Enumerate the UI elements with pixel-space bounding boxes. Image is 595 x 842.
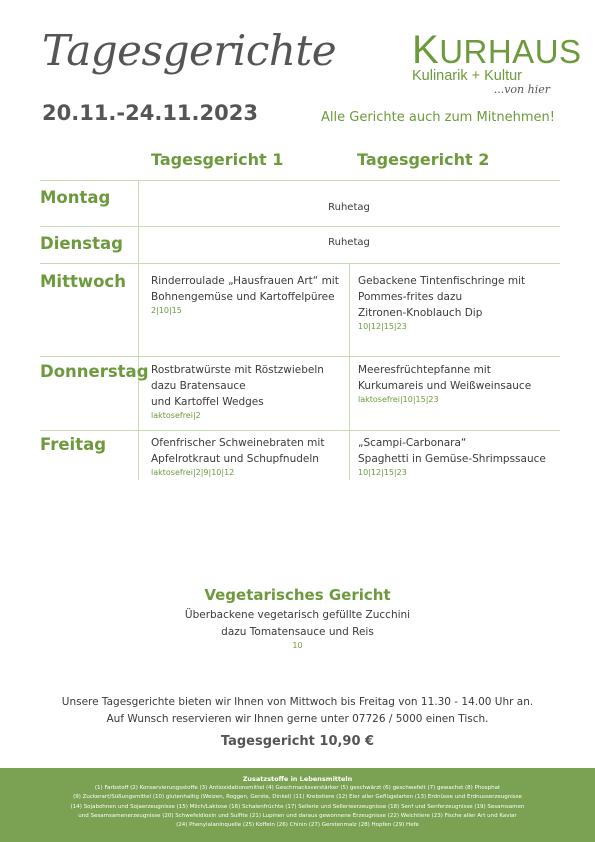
day-label-thursday: Donnerstag <box>40 362 149 381</box>
vegetarian-line-2: dazu Tomatensauce und Reis <box>221 626 374 638</box>
divider-vertical-left <box>138 180 139 480</box>
thursday-dish-1 <box>151 362 347 420</box>
vegetarian-line-1: Überbackene vegetarisch gefüllte Zucchini <box>184 609 411 621</box>
opening-hours-note: Unsere Tagesgerichte bieten wir Ihnen von Mittwoch bis Freitag von 11.30 - 14.00 Uhr an. <box>61 696 534 708</box>
divider-vertical-middle <box>349 263 350 480</box>
friday-dish-2 <box>358 435 554 477</box>
takeaway-note: Alle Gerichte auch zum Mitnehmen! <box>321 110 555 125</box>
dish-line: Bohnengemüse und Kartoffelpüree <box>151 291 335 303</box>
footer-line: (9) Zuckerart/Süßungsmittel (10) glutenhaltig (Weizen, Roggen, Gerste, Dinkel) (11) Krebstiere (12) Eier aller Geflügelarten (13) Erdnüsse und Erdnusserzeugnisse <box>73 794 522 801</box>
vegetarian-allergens: 10 <box>292 641 303 650</box>
allergen-codes: 10|12|15|23 <box>358 322 407 331</box>
divider-monday <box>40 226 560 227</box>
dish-line: dazu Bratensauce <box>151 380 246 392</box>
tuesday-closed: Ruhetag <box>328 237 370 248</box>
footer-title: Zusatzstoffe in Lebensmitteln <box>242 775 353 783</box>
dish-line: Spaghetti in Gemüse-Shrimpssauce <box>358 453 546 465</box>
allergen-codes: 2|10|15 <box>151 306 182 315</box>
price-label: Tagesgericht 10,90 € <box>220 734 375 749</box>
divider-thursday <box>40 430 560 431</box>
divider-top <box>40 180 560 181</box>
logo-wordmark <box>412 28 582 72</box>
logo-subline: ...von hier <box>493 83 550 96</box>
divider-wednesday <box>40 356 560 357</box>
allergen-codes: laktosefrei|2|9|10|12 <box>151 468 235 477</box>
kurhaus-logo <box>412 28 582 96</box>
column-header-dish-2: Tagesgericht 2 <box>357 150 490 169</box>
dish-line: Zitronen-Knoblauch Dip <box>358 307 483 319</box>
dish-description <box>358 435 554 467</box>
dish-line: Ofenfrischer Schweinebraten mit <box>151 437 325 449</box>
dish-description <box>358 362 554 394</box>
dish-description <box>151 362 347 410</box>
date-range: 20.11.-24.11.2023 <box>42 101 258 125</box>
day-label-tuesday: Dienstag <box>40 234 123 253</box>
dish-line: Gebackene Tintenfischringe mit <box>358 275 526 287</box>
column-header-dish-1: Tagesgericht 1 <box>151 150 284 169</box>
dish-line: „Scampi-Carbonara“ <box>358 437 467 449</box>
allergen-codes: laktosefrei|2 <box>151 411 201 420</box>
divider-tuesday <box>40 263 560 264</box>
day-label-monday: Montag <box>40 188 111 207</box>
dish-line: Pommes-frites dazu <box>358 291 463 303</box>
allergen-codes: 10|12|15|23 <box>358 468 407 477</box>
dish-line: Rinderroulade „Hausfrauen Art“ mit <box>151 275 339 287</box>
logo-first-letter: K <box>412 28 440 72</box>
wednesday-dish-2 <box>358 273 554 331</box>
footer-line: (24) Phenylalaninquelle (25) Koffein (26) Chinin (27) Gerstenmalz (28) Hopfen (29) Hefe <box>176 822 419 829</box>
footer-line: und Sesamsamenerzeugnisse (20) Schwefeldioxin und Sulfite (21) Lupinen und daraus gewonnene Erzeugnisse (22) Weichtiere (23) Fische aller Art und Kaviar <box>78 812 517 819</box>
footer-line: (1) Farbstoff (2) Konservierungsstoffe (3) Antioxidationsmittel (4) Geschmacksverstärker (5) geschwärzt (6) geschwefelt (7) gewachst (8) Phosphat <box>94 785 501 791</box>
monday-closed: Ruhetag <box>328 202 370 213</box>
friday-dish-1 <box>151 435 347 477</box>
wednesday-dish-1 <box>151 273 347 315</box>
dish-description <box>151 273 347 305</box>
dish-line: Apfelrotkraut und Schupfnudeln <box>151 453 319 465</box>
dish-line: Meeresfrüchtepfanne mit <box>358 364 491 376</box>
vegetarian-title: Vegetarisches Gericht <box>204 586 391 604</box>
dish-description <box>151 435 347 467</box>
dish-description <box>358 273 554 321</box>
dish-line: Kurkumareis und Weißweinsauce <box>358 380 532 392</box>
thursday-dish-2 <box>358 362 554 404</box>
page-title: Tagesgerichte <box>42 26 337 75</box>
additives-footer <box>0 768 595 842</box>
day-label-friday: Freitag <box>40 435 107 454</box>
logo-tagline: Kulinarik + Kultur <box>412 68 523 84</box>
day-label-wednesday: Mittwoch <box>40 272 126 291</box>
dish-line: und Kartoffel Wedges <box>151 396 264 408</box>
dish-line: Rostbratwürste mit Röstzwiebeln <box>151 364 324 376</box>
allergen-codes: laktosefrei|10|15|23 <box>358 395 439 404</box>
footer-line: (14) Sojabohnen und Sojaerzeugnisse (15) Milch/Laktose (16) Schalenfrüchte (17) Sellerie und Sellerieerzeugnisse (18) Senf und Senferzeugnisse (19) Sesamsamen <box>70 803 525 810</box>
logo-rest: URHAUS <box>439 33 582 70</box>
reservation-note: Auf Wunsch reservieren wir Ihnen gerne unter 07726 / 5000 einen Tisch. <box>106 713 489 725</box>
